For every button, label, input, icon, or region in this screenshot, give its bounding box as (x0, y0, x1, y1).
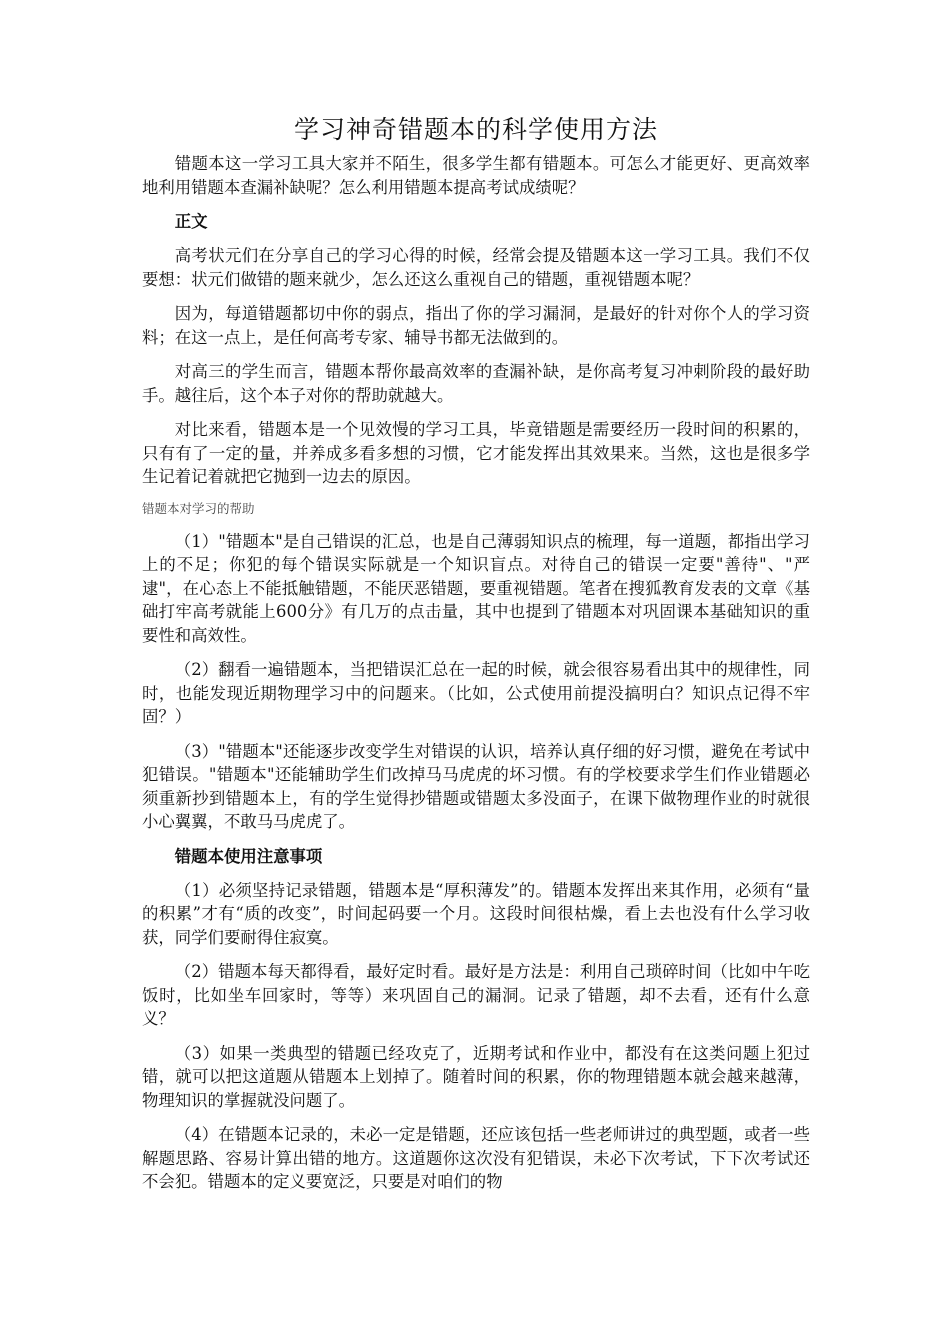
precaution-item: （3）如果一类典型的错题已经攻克了，近期考试和作业中，都没有在这类问题上犯过错，就可以把这道题从错题本上划掉了。随着时间的积累，你的物理错题本就会越来越薄，物理知识的掌握就没问题了。 (142, 1043, 810, 1110)
intro-paragraph: 错题本这一学习工具大家并不陌生，很多学生都有错题本。可怎么才能更好、更高效率地利用错题本查漏补缺呢？怎么利用错题本提高考试成绩呢？ (142, 154, 810, 197)
benefit-item: （3）"错题本"还能逐步改变学生对错误的认识，培养认真仔细的好习惯，避免在考试中犯错误。"错题本"还能辅助学生们改掉马马虎虎的坏习惯。有的学校要求学生们作业错题必须重新抄到错题本上，有的学生觉得抄错题或错题太多没面子，在课下做物理作业的时就很小心翼翼，不敢马马虎虎了。 (142, 741, 810, 831)
body-paragraph: 对高三的学生而言，错题本帮你最高效率的查漏补缺，是你高考复习冲刺阶段的最好助手。越往后，这个本子对你的帮助就越大。 (142, 362, 810, 405)
body-paragraph: 高考状元们在分享自己的学习心得的时候，经常会提及错题本这一学习工具。我们不仅要想：状元们做错的题来就少，怎么还这么重视自己的错题，重视错题本呢？ (142, 246, 810, 289)
section-heading-precautions: 错题本使用注意事项 (174, 846, 323, 866)
document-page (142, 112, 810, 1205)
section-heading-main-text: 正文 (174, 212, 208, 231)
body-paragraph: 因为，每道错题都切中你的弱点，指出了你的学习漏洞，是最好的针对你个人的学习资料；在这一点上，是任何高考专家、辅导书都无法做到的。 (142, 304, 810, 347)
precaution-item: （2）错题本每天都得看，最好定时看。最好是方法是：利用自己琐碎时间（比如中午吃饭时，比如坐车回家时，等等）来巩固自己的漏洞。记录了错题，却不去看，还有什么意义？ (142, 962, 810, 1028)
precaution-item: （4）在错题本记录的，未必一定是错题，还应该包括一些老师讲过的典型题，或者一些解题思路、容易计算出错的地方。这道题你这次没有犯错误，未必下次考试，下下次考试还不会犯。错题本的定义要宽泛，只要是对咱们的物 (142, 1125, 810, 1191)
benefit-item: （1）"错题本"是自己错误的汇总，也是自己薄弱知识点的梳理，每一道题，都指出学习上的不足；你犯的每个错误实际就是一个知识盲点。对待自己的错误一定要"善待"、"严逮"，在心态上不能抵触错题，不能厌恶错题，要重视错题。笔者在搜狐教育发表的文章《基础打牢高考就能上600分》有几万的点击量，其中也提到了错题本对巩固课本基础知识的重要性和高效性。 (142, 531, 810, 645)
body-paragraph: 对比来看，错题本是一个见效慢的学习工具，毕竟错题是需要经历一段时间的积累的，只有有了一定的量，并养成多看多想的习惯，它才能发挥出其效果来。当然，这也是很多学生记着记着就把它抛到一边去的原因。 (142, 420, 810, 486)
section-heading-benefits: 错题本对学习的帮助 (142, 500, 255, 516)
document-title: 学习神奇错题本的科学使用方法 (293, 115, 658, 144)
precaution-item: （1）必须坚持记录错题，错题本是“厚积薄发”的。错题本发挥出来其作用，必须有“量的积累”才有“质的改变”，时间起码要一个月。这段时间很枯燥，看上去也没有什么学习收获，同学们要耐得住寂寞。 (142, 880, 810, 947)
benefit-item: （2）翻看一遍错题本，当把错误汇总在一起的时候，就会很容易看出其中的规律性，同时，也能发现近期物理学习中的问题来。（比如，公式使用前提没搞明白？知识点记得不牢固？） (142, 660, 810, 726)
